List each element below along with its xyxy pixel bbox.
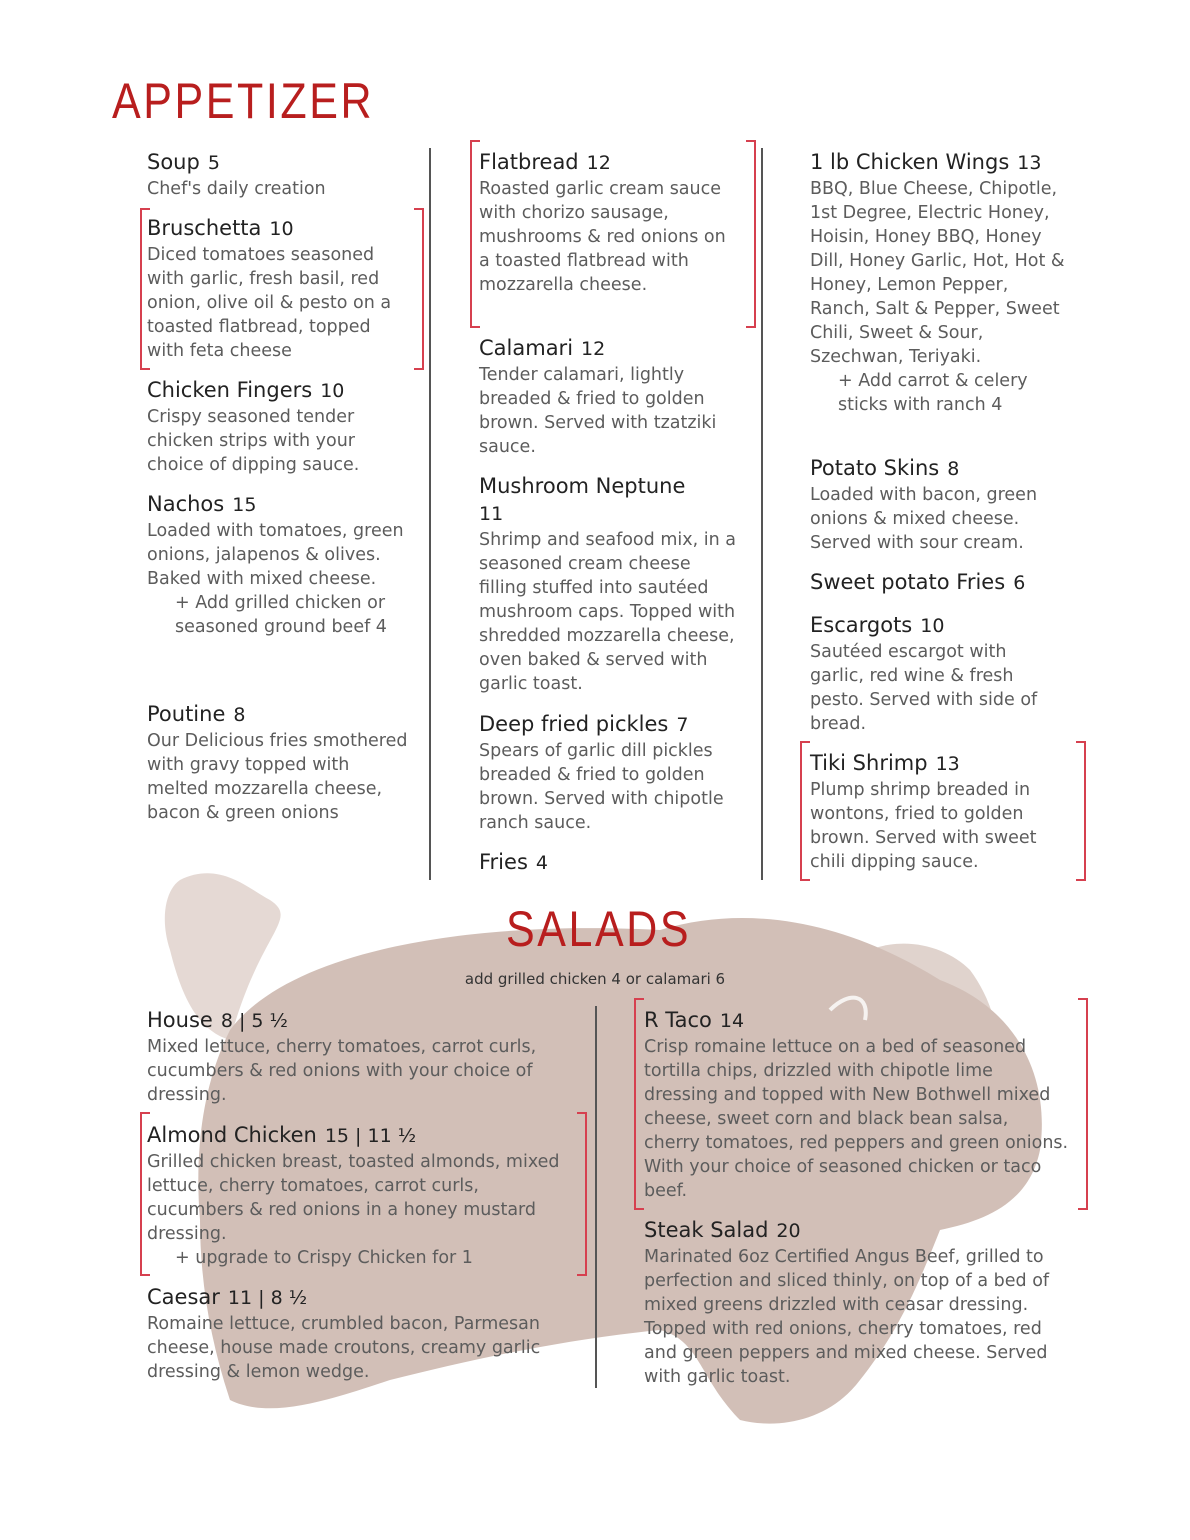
- menu-item-nachos: [147, 490, 412, 639]
- highlight-bracket: [634, 998, 644, 1210]
- item-name: R Taco: [644, 1008, 712, 1032]
- menu-item-mushroom-neptune: [479, 472, 739, 696]
- item-name: Deep fried pickles: [479, 712, 669, 736]
- item-description: Marinated 6oz Certified Angus Beef, grilled to perfection and sliced thinly, on top of a bed of mixed greens drizzled with ceasar dressing. Topped with red onions, cherry tomatoes, red and green peppers and mixed cheese. Served with garlic toast.: [644, 1247, 1050, 1387]
- menu-item-bruschetta: [147, 214, 412, 363]
- item-price: 11: [479, 503, 504, 525]
- item-price: 7: [676, 714, 689, 736]
- item-description: Sautéed escargot with garlic, red wine & fresh pesto. Served with side of bread.: [810, 642, 1038, 734]
- item-description: Mixed lettuce, cherry tomatoes, carrot curls, cucumbers & red onions with your choice of dressing.: [147, 1037, 537, 1105]
- menu-item-calamari: [479, 334, 739, 459]
- item-description: BBQ, Blue Cheese, Chipotle, 1st Degree, Electric Honey, Hoisin, Honey BBQ, Honey Dill, Honey Garlic, Hot, Hot & Honey, Lemon Pepper, Ranch, Salt & Pepper, Sweet Chili, Sweet & Sour, Szechwan, Teriyaki.: [810, 179, 1065, 367]
- highlight-bracket: [577, 1112, 587, 1276]
- menu-item-house-salad: [147, 1006, 567, 1107]
- item-description: Loaded with bacon, green onions & mixed cheese. Served with sour cream.: [810, 485, 1038, 553]
- item-price: 14: [719, 1010, 745, 1032]
- menu-item-almond-chicken-salad: [147, 1121, 567, 1270]
- menu-item-poutine: [147, 700, 412, 825]
- item-name: Caesar: [147, 1285, 220, 1309]
- item-price: 10: [320, 380, 345, 402]
- item-price: 15 | 11 ½: [324, 1125, 417, 1147]
- item-price: 8: [233, 704, 246, 726]
- item-description: Shrimp and seafood mix, in a seasoned cream cheese filling stuffed into sautéed mushroom caps. Topped with shredded mozzarella cheese, oven baked & served with garlic toast.: [479, 530, 736, 694]
- item-name: Tiki Shrimp: [810, 751, 928, 775]
- item-name: House: [147, 1008, 213, 1032]
- item-description: Chef's daily creation: [147, 179, 326, 199]
- item-name: Fries: [479, 850, 528, 874]
- highlight-bracket: [140, 1112, 150, 1276]
- item-price: 10: [920, 615, 945, 637]
- item-addon: + upgrade to Crispy Chicken for 1: [175, 1248, 473, 1268]
- item-description: Loaded with tomatoes, green onions, jalapenos & olives. Baked with mixed cheese.: [147, 521, 404, 589]
- highlight-bracket: [140, 208, 150, 370]
- item-description: Our Delicious fries smothered with gravy topped with melted mozzarella cheese, bacon & green onions: [147, 731, 408, 823]
- menu-item-deep-fried-pickles: [479, 710, 739, 835]
- item-name: Sweet potato Fries: [810, 570, 1006, 594]
- item-name: Chicken Fingers: [147, 378, 313, 402]
- column-divider: [761, 148, 763, 880]
- menu-item-tiki-shrimp: [810, 749, 1065, 874]
- item-description: Crispy seasoned tender chicken strips with your choice of dipping sauce.: [147, 407, 360, 475]
- menu-item-chicken-wings: [810, 148, 1065, 417]
- menu-item-caesar-salad: [147, 1283, 567, 1384]
- item-price: 10: [269, 218, 294, 240]
- salads-note: add grilled chicken 4 or calamari 6: [464, 970, 726, 988]
- column-divider: [429, 148, 431, 880]
- item-price: 5: [207, 152, 220, 174]
- appetizer-heading: APPETIZER: [112, 73, 375, 129]
- menu-item-soup: [147, 148, 412, 201]
- menu-item-chicken-fingers: [147, 376, 412, 477]
- highlight-bracket: [1076, 741, 1086, 881]
- menu-item-steak-salad: [644, 1216, 1069, 1389]
- item-name: Bruschetta: [147, 216, 262, 240]
- item-description: Crisp romaine lettuce on a bed of seasoned tortilla chips, drizzled with chipotle lime dressing and topped with New Bothwell mixed cheese, sweet corn and black bean salsa, cherry tomatoes, red peppers and green onions. With your choice of seasoned chicken or taco beef.: [644, 1037, 1069, 1201]
- item-name: Almond Chicken: [147, 1123, 317, 1147]
- highlight-bracket: [800, 741, 810, 881]
- highlight-bracket: [1078, 998, 1088, 1210]
- item-name: Mushroom Neptune: [479, 474, 686, 498]
- item-description: Romaine lettuce, crumbled bacon, Parmesan cheese, house made croutons, creamy garlic dressing & lemon wedge.: [147, 1314, 541, 1382]
- item-name: Potato Skins: [810, 456, 940, 480]
- item-name: Poutine: [147, 702, 226, 726]
- item-name: 1 lb Chicken Wings: [810, 150, 1010, 174]
- item-description: Diced tomatoes seasoned with garlic, fresh basil, red onion, olive oil & pesto on a toasted flatbread, topped with feta cheese: [147, 245, 392, 361]
- item-description: Roasted garlic cream sauce with chorizo sausage, mushrooms & red onions on a toasted flatbread with mozzarella cheese.: [479, 179, 726, 295]
- item-price: 12: [581, 338, 606, 360]
- item-price: 11 | 8 ½: [227, 1287, 308, 1309]
- item-name: Steak Salad: [644, 1218, 769, 1242]
- item-name: Calamari: [479, 336, 574, 360]
- item-price: 8: [947, 458, 960, 480]
- item-price: 20: [776, 1220, 801, 1242]
- menu-item-potato-skins: [810, 454, 1065, 555]
- item-addon: + Add carrot & celery sticks with ranch 4: [838, 371, 1028, 415]
- item-description: Plump shrimp breaded in wontons, fried to golden brown. Served with sweet chili dipping sauce.: [810, 780, 1037, 872]
- item-price: 12: [586, 152, 611, 174]
- item-price: 13: [1017, 152, 1042, 174]
- menu-item-flatbread: [479, 148, 739, 297]
- item-price: 13: [935, 753, 960, 775]
- item-addon: + Add grilled chicken or seasoned ground beef 4: [175, 593, 387, 637]
- item-name: Nachos: [147, 492, 225, 516]
- item-description: Spears of garlic dill pickles breaded & fried to golden brown. Served with chipotle ranch sauce.: [479, 741, 724, 833]
- column-divider: [595, 1006, 597, 1388]
- item-name: Flatbread: [479, 150, 579, 174]
- item-description: Grilled chicken breast, toasted almonds, mixed lettuce, cherry tomatoes, carrot curls, cucumbers & red onions in a honey mustard dressing.: [147, 1152, 560, 1244]
- item-price: 4: [535, 852, 548, 874]
- menu-item-sweet-potato-fries: [810, 568, 1065, 597]
- item-price: 15: [232, 494, 257, 516]
- highlight-bracket: [414, 208, 424, 370]
- menu-item-r-taco-salad: [644, 1006, 1069, 1203]
- highlight-bracket: [470, 140, 480, 328]
- item-name: Escargots: [810, 613, 913, 637]
- item-price: 8 | 5 ½: [220, 1010, 288, 1032]
- item-description: Tender calamari, lightly breaded & fried to golden brown. Served with tzatziki sauce.: [479, 365, 717, 457]
- menu-item-escargots: [810, 611, 1065, 736]
- highlight-bracket: [746, 140, 756, 328]
- salads-heading: SALADS: [506, 901, 692, 957]
- item-price: 6: [1013, 572, 1026, 594]
- menu-item-fries: [479, 848, 739, 877]
- item-name: Soup: [147, 150, 200, 174]
